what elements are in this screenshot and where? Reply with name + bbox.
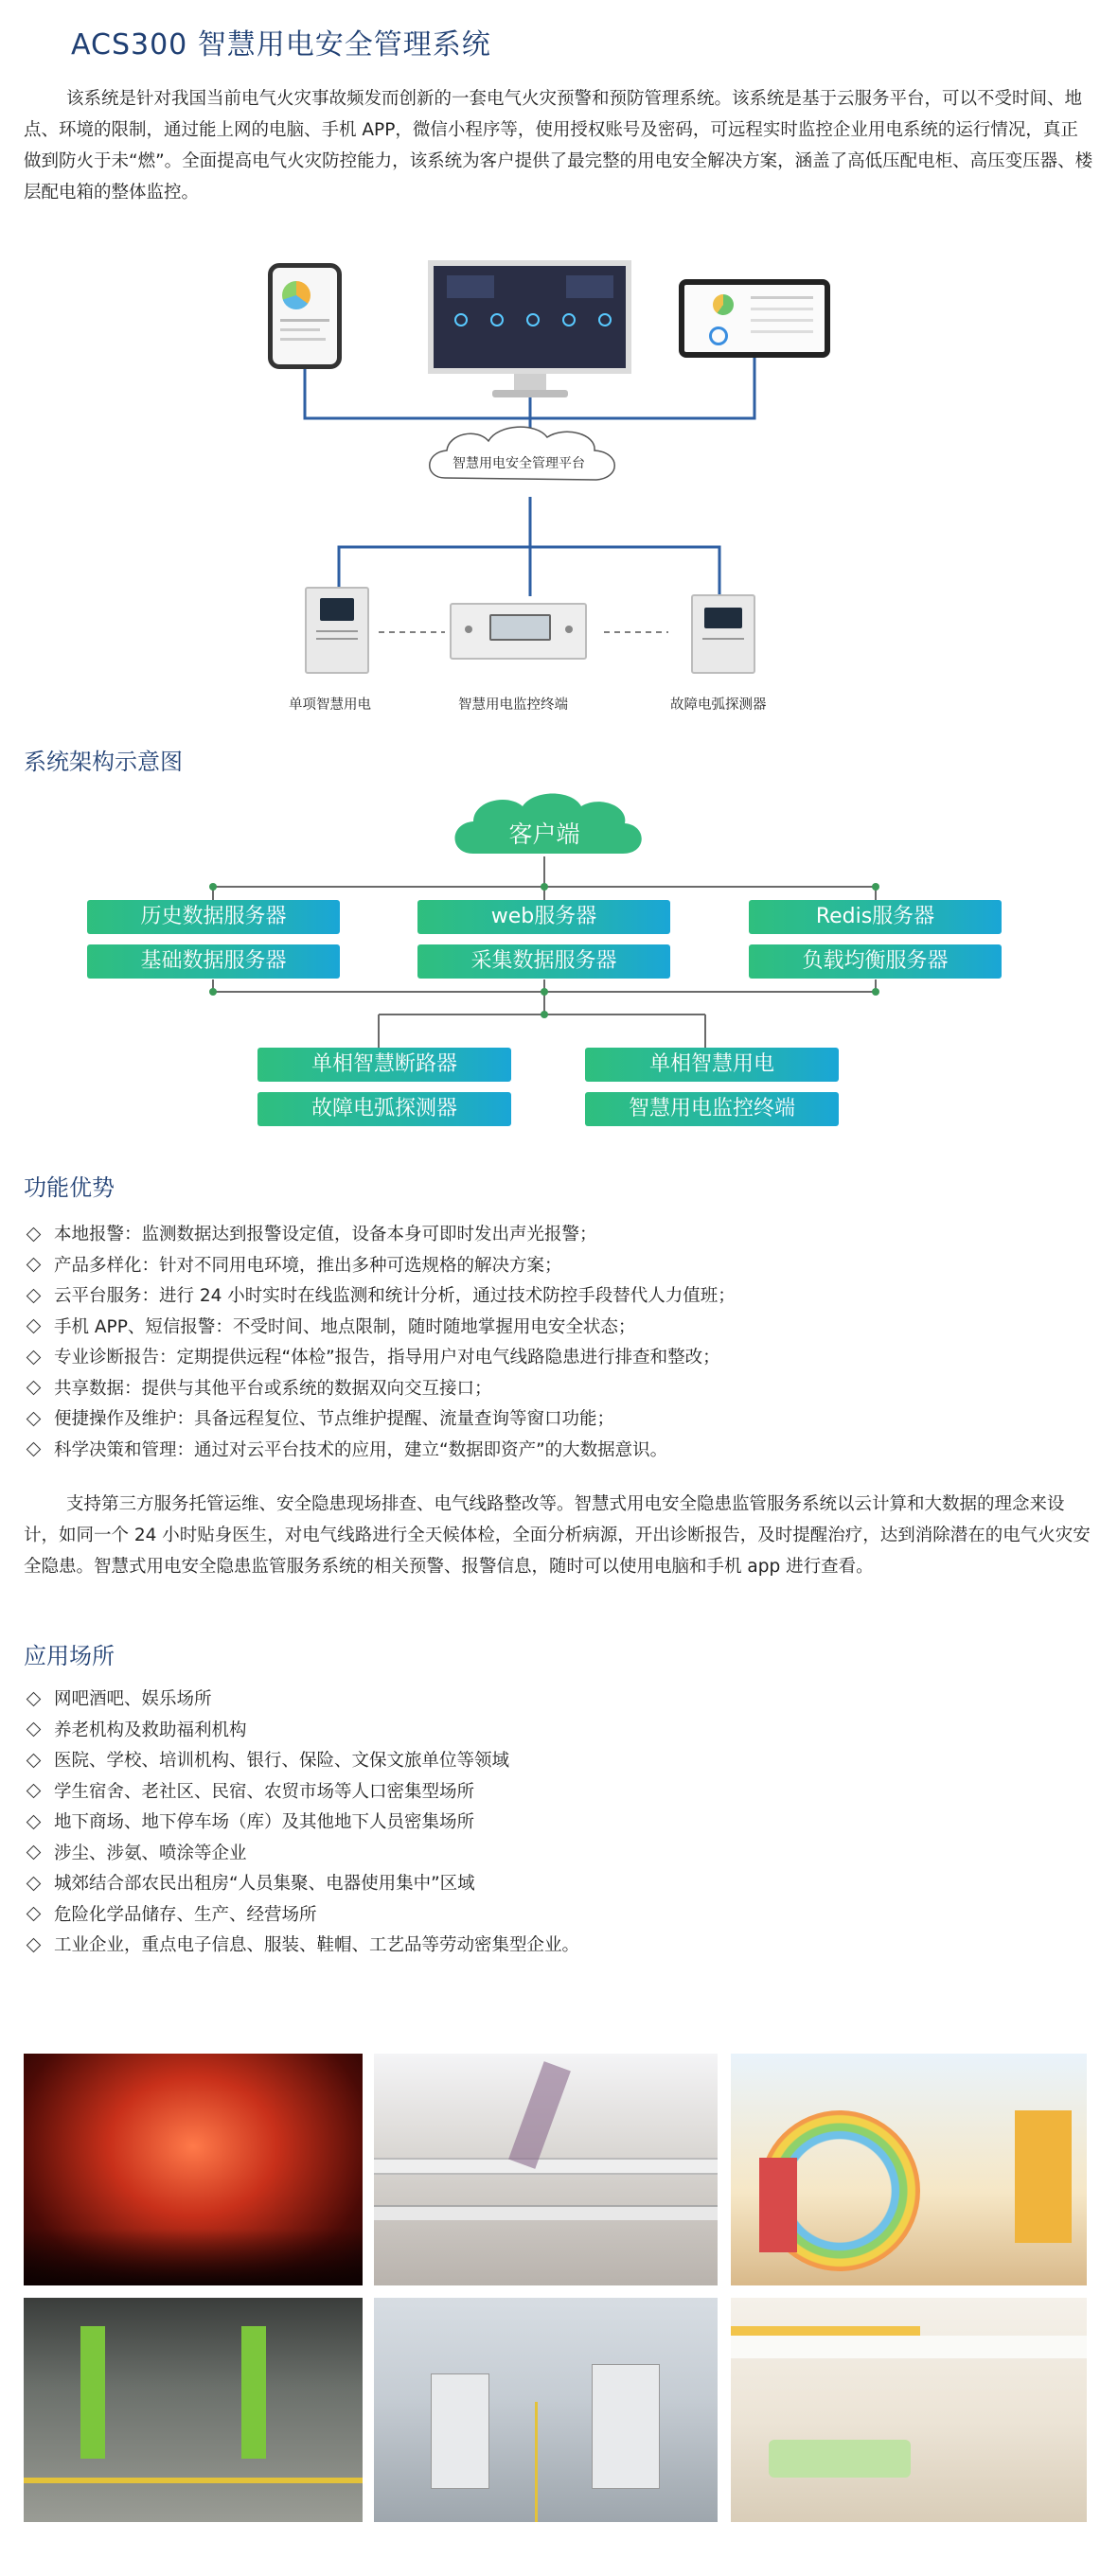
photo-factory <box>374 2298 718 2522</box>
diamond-bullet-icon <box>27 1753 42 1768</box>
device-caption-2: 智慧用电监控终端 <box>458 697 568 713</box>
terminal-breaker: 单相智慧断路器 <box>257 1048 511 1082</box>
photo-shopping-mall <box>374 2054 718 2285</box>
architecture-heading: 系统架构示意图 <box>24 749 183 775</box>
list-item: 便捷操作及维护：具备远程复位、节点维护提醒、流量查询等窗口功能； <box>24 1404 736 1436</box>
advantages-list <box>24 1220 736 1466</box>
list-item: 科学决策和管理：通过对云平台技术的应用，建立“数据即资产”的大数据意识。 <box>24 1436 736 1467</box>
list-item: 城郊结合部农民出租房“人员集聚、电器使用集中”区域 <box>24 1869 579 1900</box>
list-item: 产品多样化：针对不同用电环境，推出多种可选规格的解决方案； <box>24 1251 736 1282</box>
diamond-bullet-icon <box>27 1845 42 1861</box>
list-item: 医院、学校、培训机构、银行、保险、文保文旅单位等领域 <box>24 1746 579 1777</box>
server-redis: Redis服务器 <box>749 900 1002 934</box>
diamond-bullet-icon <box>27 1937 42 1952</box>
advantages-heading: 功能优势 <box>24 1174 115 1201</box>
server-web: web服务器 <box>417 900 670 934</box>
applications-heading: 应用场所 <box>24 1643 115 1669</box>
terminal-arc-detector: 故障电弧探测器 <box>257 1092 511 1126</box>
list-item: 本地报警：监测数据达到报警设定值，设备本身可即时发出声光报警； <box>24 1220 736 1251</box>
device-caption-1: 单项智慧用电 <box>289 697 371 713</box>
list-item: 手机 APP、短信报警：不受时间、地点限制，随时随地掌握用电安全状态； <box>24 1313 736 1344</box>
list-item: 专业诊断报告：定期提供远程“体检”报告，指导用户对电气线路隐患进行排查和整改； <box>24 1343 736 1374</box>
device-caption-3: 故障电弧探测器 <box>670 697 767 713</box>
terminal-single-phase: 单相智慧用电 <box>585 1048 839 1082</box>
diamond-bullet-icon <box>27 1907 42 1922</box>
diamond-bullet-icon <box>27 1814 42 1829</box>
applications-list <box>24 1685 579 1962</box>
intro-paragraph: 该系统是针对我国当前电气火灾事故频发而创新的一套电气火灾预警和预防管理系统。该系统是基于云服务平台，可以不受时间、地点、环境的限制，通过能上网的电脑、手机 APP，微信小程序等，使用授权账号及密码，可远程实时监控企业用电系统的运行情况，真正做到防火于未“燃”。全面提高电气火灾防控能力，该系统为客户提供了最完整的用电安全解决方案，涵盖了高低压配电柜、高压变压器、楼层配电箱的整体监控。 <box>24 89 1093 203</box>
list-item: 学生宿舍、老社区、民宿、农贸市场等人口密集型场所 <box>24 1777 579 1808</box>
server-load-balance: 负载均衡服务器 <box>749 944 1002 979</box>
terminal-monitoring: 智慧用电监控终端 <box>585 1092 839 1126</box>
page-title: ACS300 智慧用电安全管理系统 <box>71 28 491 62</box>
photo-hospital <box>731 2298 1087 2522</box>
diamond-bullet-icon <box>27 1319 42 1334</box>
diamond-bullet-icon <box>27 1411 42 1426</box>
list-item: 工业企业，重点电子信息、服装、鞋帽、工艺品等劳动密集型企业。 <box>24 1931 579 1962</box>
diamond-bullet-icon <box>27 1226 42 1242</box>
diamond-bullet-icon <box>27 1876 42 1891</box>
photo-parking-garage <box>24 2298 363 2522</box>
photo-kindergarten <box>731 2054 1087 2285</box>
diamond-bullet-icon <box>27 1784 42 1799</box>
list-item: 地下商场、地下停车场（库）及其他地下人员密集场所 <box>24 1808 579 1839</box>
list-item: 危险化学品储存、生产、经营场所 <box>24 1900 579 1932</box>
cloud-label: 智慧用电安全管理平台 <box>453 456 585 471</box>
diamond-bullet-icon <box>27 1350 42 1365</box>
diamond-bullet-icon <box>27 1381 42 1396</box>
client-label: 客户端 <box>508 820 580 848</box>
photo-nightclub <box>24 2054 363 2285</box>
diamond-bullet-icon <box>27 1691 42 1706</box>
diamond-bullet-icon <box>27 1442 42 1457</box>
list-item: 网吧酒吧、娱乐场所 <box>24 1685 579 1716</box>
list-item: 云平台服务：进行 24 小时实时在线监测和统计分析，通过技术防控手段替代人力值班； <box>24 1281 736 1313</box>
server-collection: 采集数据服务器 <box>417 944 670 979</box>
list-item: 共享数据：提供与其他平台或系统的数据双向交互接口； <box>24 1374 736 1405</box>
list-item: 涉尘、涉氨、喷涂等企业 <box>24 1839 579 1870</box>
support-paragraph: 支持第三方服务托管运维、安全隐患现场排查、电气线路整改等。智慧式用电安全隐患监管服务系统以云计算和大数据的理念来设计，如同一个 24 小时贴身医生，对电气线路进行全天候体检，全面分析病源，开出诊断报告，及时提醒治疗，达到消除潜在的电气火灾安全隐患。智慧式用电安全隐患监管服务系统的相关预警、报警信息，随时可以使用电脑和手机 app 进行查看。 <box>24 1494 1091 1577</box>
diamond-bullet-icon <box>27 1258 42 1273</box>
diamond-bullet-icon <box>27 1722 42 1738</box>
list-item: 养老机构及救助福利机构 <box>24 1716 579 1747</box>
diamond-bullet-icon <box>27 1288 42 1303</box>
server-history: 历史数据服务器 <box>87 900 340 934</box>
server-basic-data: 基础数据服务器 <box>87 944 340 979</box>
